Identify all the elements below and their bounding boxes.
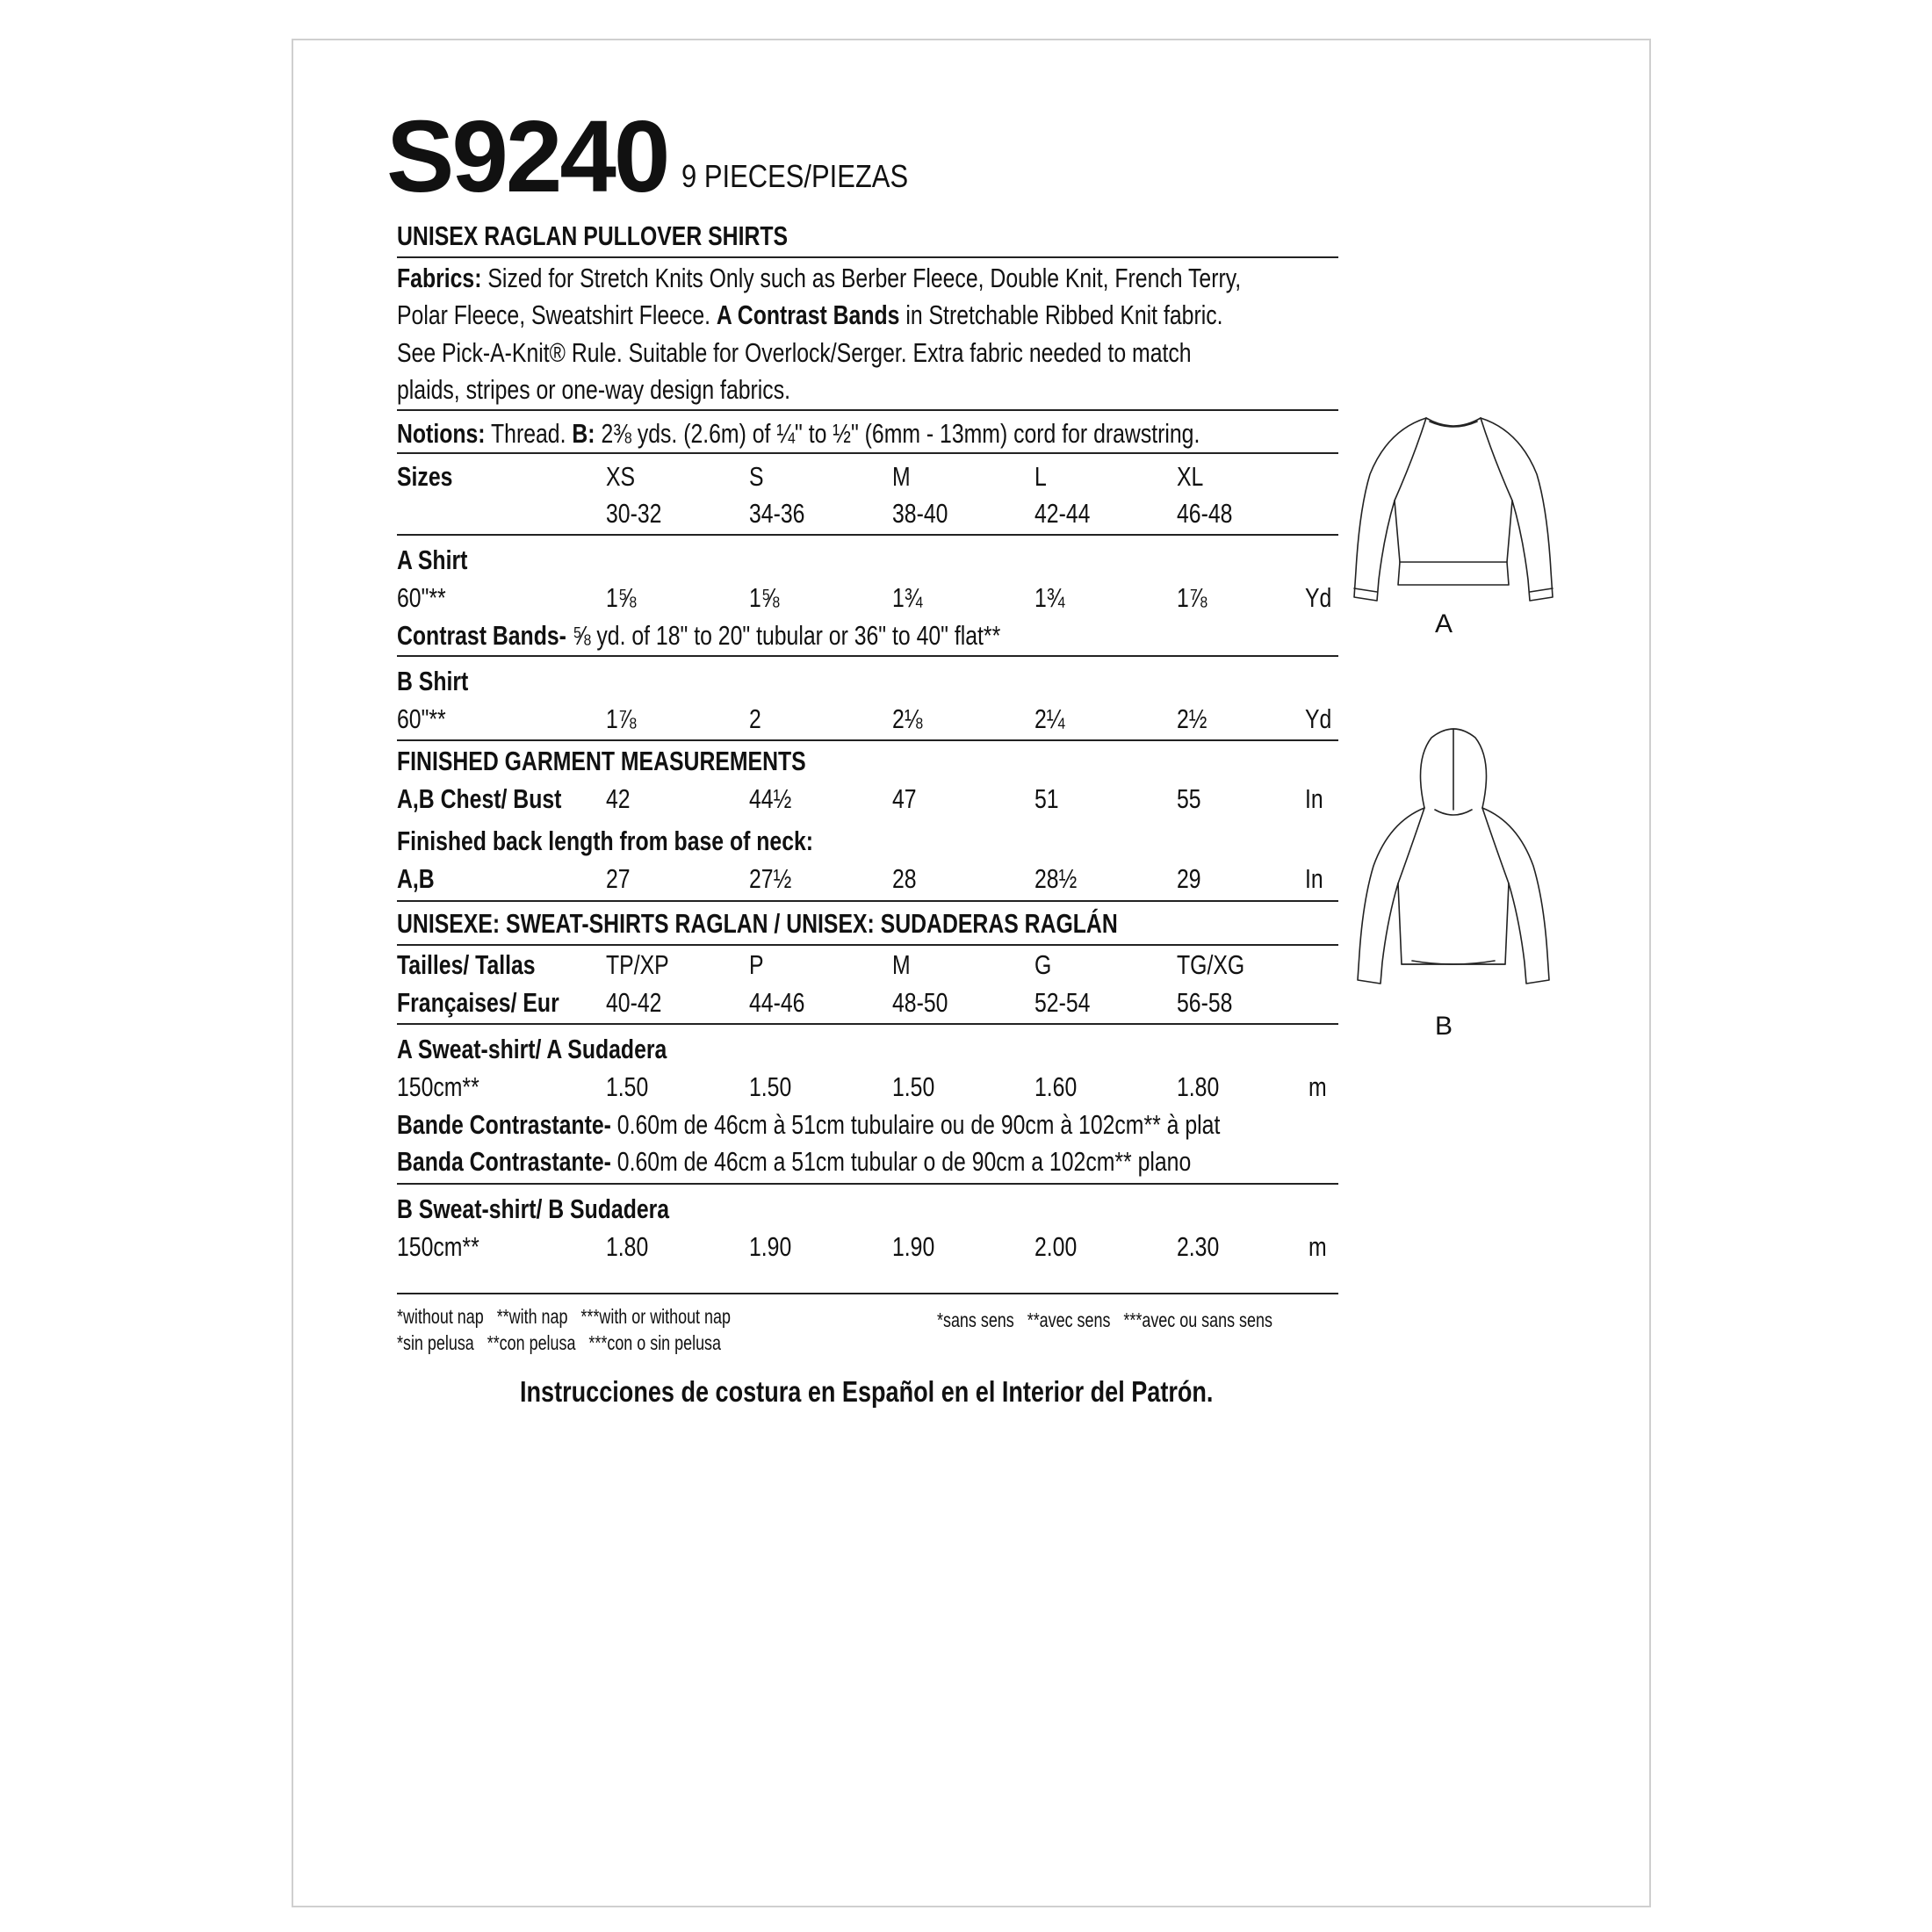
- unit-yd: Yd: [1305, 582, 1332, 613]
- length-value: 29: [1177, 863, 1201, 894]
- b-shirt-yardage: 1⅞: [606, 703, 637, 734]
- chest-value: 55: [1177, 783, 1201, 814]
- b-shirt-yardage: 2: [749, 703, 761, 734]
- notions-label: Notions:: [397, 418, 486, 449]
- view-a-label: A: [1435, 609, 1453, 638]
- divider: [397, 1023, 1338, 1025]
- divider: [397, 1183, 1338, 1185]
- intl-size: M: [892, 949, 911, 980]
- a-shirt-yardage: 1⅝: [749, 582, 780, 613]
- notions-b-label: B:: [572, 418, 595, 449]
- a-sweatshirt-meters: 1.60: [1034, 1071, 1078, 1102]
- view-b-label: B: [1435, 1012, 1453, 1041]
- notions-text-a: Thread.: [491, 418, 566, 449]
- intl-sizes-label: Tailles/ Tallas: [397, 949, 536, 980]
- intl-size: P: [749, 949, 764, 980]
- raglan-hoodie-icon: [1344, 725, 1563, 998]
- eur-label: Françaises/ Eur: [397, 987, 559, 1018]
- divider: [397, 944, 1338, 946]
- divider: [397, 256, 1338, 258]
- length-value: 28½: [1034, 863, 1078, 894]
- a-sweatshirt-meters: 1.50: [892, 1071, 935, 1102]
- length-label: A,B: [397, 863, 435, 894]
- b-shirt-label: B Shirt: [397, 666, 469, 696]
- fabrics-line-4: plaids, stripes or one-way design fabrics.: [397, 374, 790, 405]
- a-shirt-yardage: 1¾: [1034, 582, 1065, 613]
- a-sweatshirt-label: A Sweat-shirt/ A Sudadera: [397, 1034, 667, 1064]
- divider: [397, 409, 1338, 411]
- notions-text-b: 2⅜ yds. (2.6m) of ¼" to ½" (6mm - 13mm) cord for drawstring.: [601, 418, 1200, 449]
- b-sweatshirt-meters: 2.00: [1034, 1231, 1078, 1262]
- unit-in: In: [1305, 783, 1323, 814]
- divider: [397, 534, 1338, 536]
- pattern-number: S9240: [386, 99, 668, 213]
- divider: [397, 452, 1338, 454]
- unit-yd: Yd: [1305, 703, 1332, 734]
- a-sweatshirt-meters: 1.50: [749, 1071, 792, 1102]
- size-name: L: [1034, 461, 1047, 492]
- divider: [397, 739, 1338, 741]
- contrast-bands-line: [397, 617, 1000, 654]
- unit-m: m: [1308, 1071, 1327, 1102]
- bande-text: 0.60m de 46cm à 51cm tubulaire ou de 90cm à 102cm** à plat: [616, 1109, 1221, 1140]
- b-shirt-yardage: 2⅛: [892, 703, 923, 734]
- size-name: XS: [606, 461, 636, 492]
- banda-line: [397, 1143, 1191, 1180]
- intl-size: TP/XP: [606, 949, 669, 980]
- intl-size: TG/XG: [1177, 949, 1245, 980]
- unit-in: In: [1305, 863, 1323, 894]
- fabrics-text-2-bold: A Contrast Bands: [716, 299, 900, 330]
- intl-heading: UNISEXE: SWEAT-SHIRTS RAGLAN / UNISEX: SUDADERAS RAGLÁN: [397, 908, 1118, 939]
- fabrics-line-1: [397, 260, 1241, 297]
- b-sweatshirt-meters: 1.80: [606, 1231, 649, 1262]
- length-value: 27½: [749, 863, 792, 894]
- fabrics-text-2b: in Stretchable Ribbed Knit fabric.: [905, 299, 1223, 330]
- b-sweatshirt-label: B Sweat-shirt/ B Sudadera: [397, 1193, 670, 1224]
- contrast-bands-text: ⅝ yd. of 18" to 20" tubular or 36" to 40" flat**: [572, 620, 1001, 651]
- eur-size: 40-42: [606, 987, 662, 1018]
- pieces-count: 9 PIECES/PIEZAS: [681, 158, 909, 194]
- size-range: 46-48: [1177, 498, 1233, 529]
- divider: [397, 655, 1338, 657]
- bande-line: [397, 1107, 1220, 1143]
- footnote-english: *without nap **with nap ***with or without nap: [397, 1305, 731, 1328]
- b-shirt-yardage: 2¼: [1034, 703, 1065, 734]
- size-name: M: [892, 461, 911, 492]
- a-shirt-label: A Shirt: [397, 544, 468, 575]
- b-sweatshirt-meters: 1.90: [892, 1231, 935, 1262]
- length-value: 28: [892, 863, 917, 894]
- chest-label: A,B Chest/ Bust: [397, 783, 562, 814]
- intl-size: G: [1034, 949, 1052, 980]
- fabrics-line-3: See Pick-A-Knit® Rule. Suitable for Overlock/Serger. Extra fabric needed to match: [397, 337, 1192, 368]
- b-shirt-width: 60"**: [397, 703, 446, 734]
- a-shirt-yardage: 1⅝: [606, 582, 637, 613]
- size-range: 34-36: [749, 498, 805, 529]
- eur-size: 52-54: [1034, 987, 1091, 1018]
- a-sweatshirt-meters: 1.50: [606, 1071, 649, 1102]
- a-shirt-yardage: 1¾: [892, 582, 923, 613]
- a-shirt-width: 60"**: [397, 582, 446, 613]
- spanish-instructions-note: Instrucciones de costura en Español en el Interior del Patrón.: [520, 1375, 1214, 1408]
- fabrics-line-2: [397, 297, 1223, 334]
- a-sweatshirt-meters: 1.80: [1177, 1071, 1220, 1102]
- size-name: XL: [1177, 461, 1204, 492]
- a-shirt-yardage: 1⅞: [1177, 582, 1208, 613]
- size-range: 30-32: [606, 498, 662, 529]
- b-sweatshirt-meters: 2.30: [1177, 1231, 1220, 1262]
- divider: [397, 900, 1338, 902]
- size-name: S: [749, 461, 764, 492]
- footnote-french: *sans sens **avec sens ***avec ou sans sens: [937, 1308, 1272, 1331]
- fabrics-label: Fabrics:: [397, 263, 482, 293]
- size-range: 38-40: [892, 498, 948, 529]
- sizes-label: Sizes: [397, 461, 453, 492]
- a-sweatshirt-width: 150cm**: [397, 1071, 479, 1102]
- chest-value: 51: [1034, 783, 1059, 814]
- chest-value: 44½: [749, 783, 792, 814]
- b-shirt-yardage: 2½: [1177, 703, 1208, 734]
- notions-line: [397, 415, 1200, 452]
- eur-size: 56-58: [1177, 987, 1233, 1018]
- unit-m: m: [1308, 1231, 1327, 1262]
- b-sweatshirt-width: 150cm**: [397, 1231, 479, 1262]
- fabrics-text-2a: Polar Fleece, Sweatshirt Fleece.: [397, 299, 710, 330]
- banda-label: Banda Contrastante-: [397, 1146, 611, 1177]
- divider: [397, 1293, 1338, 1294]
- size-range: 42-44: [1034, 498, 1091, 529]
- eur-size: 44-46: [749, 987, 805, 1018]
- length-value: 27: [606, 863, 631, 894]
- contrast-bands-label: Contrast Bands-: [397, 620, 566, 651]
- finished-heading: FINISHED GARMENT MEASUREMENTS: [397, 746, 806, 776]
- length-heading: Finished back length from base of neck:: [397, 825, 814, 856]
- bande-label: Bande Contrastante-: [397, 1109, 611, 1140]
- fabrics-text-1: Sized for Stretch Knits Only such as Berber Fleece, Double Knit, French Terry,: [487, 263, 1242, 293]
- chest-value: 42: [606, 783, 631, 814]
- chest-value: 47: [892, 783, 917, 814]
- raglan-sweatshirt-icon: [1344, 413, 1563, 615]
- eur-size: 48-50: [892, 987, 948, 1018]
- banda-text: 0.60m de 46cm a 51cm tubular o de 90cm a 102cm** plano: [616, 1146, 1192, 1177]
- pattern-title: UNISEX RAGLAN PULLOVER SHIRTS: [397, 220, 789, 251]
- footnote-spanish: *sin pelusa **con pelusa ***con o sin pelusa: [397, 1331, 722, 1354]
- b-sweatshirt-meters: 1.90: [749, 1231, 792, 1262]
